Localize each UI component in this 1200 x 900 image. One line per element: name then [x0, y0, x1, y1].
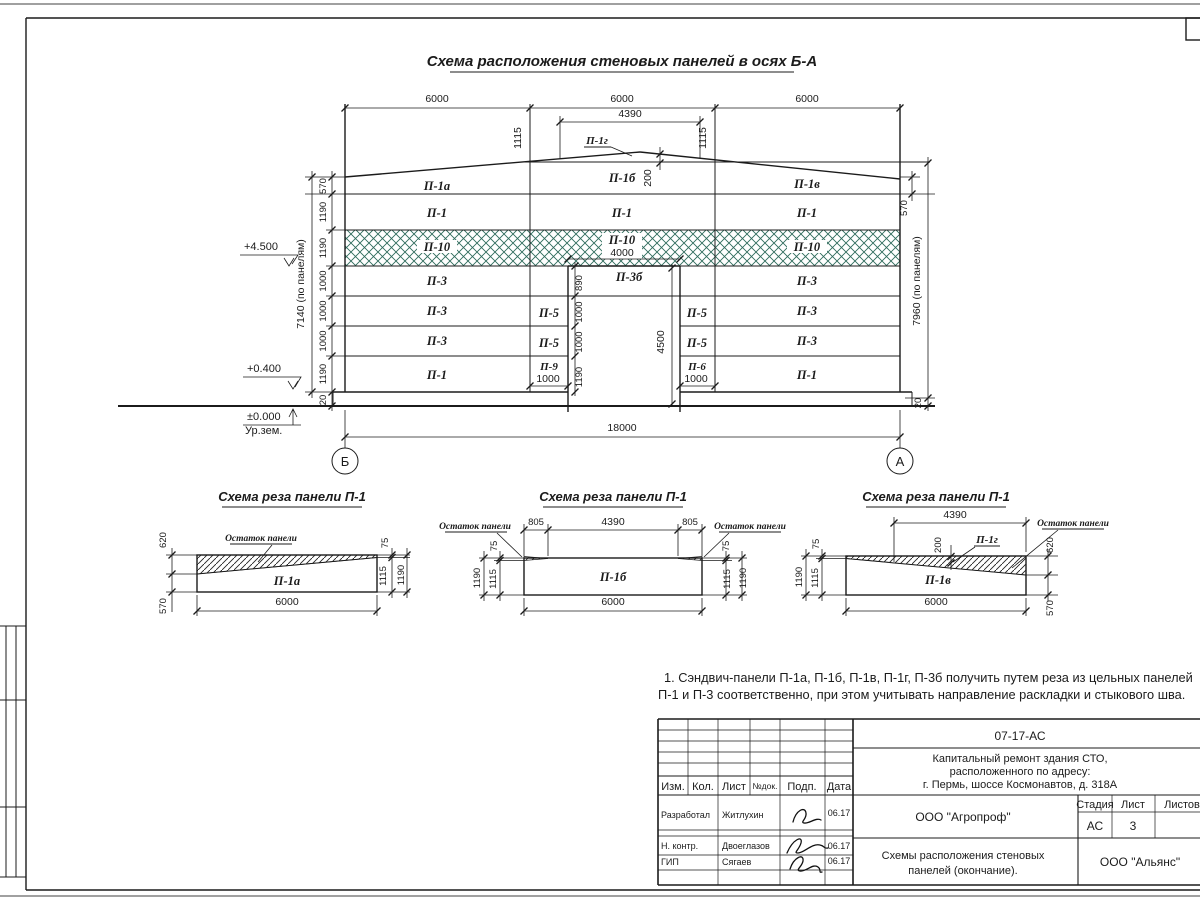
level-0400: +0.400 [247, 363, 281, 375]
dim-1115: 1115 [810, 568, 821, 588]
tb-role-1: Разработал [661, 810, 710, 820]
panel-label: П-5 [686, 336, 708, 350]
plinth-and-ground [118, 392, 935, 406]
dim-6000: 6000 [275, 596, 299, 608]
dim-620: 620 [158, 532, 169, 548]
panel-label: П-1а [423, 179, 451, 193]
dim-1000: 1000 [684, 373, 708, 385]
dim-right [899, 157, 935, 411]
remainder-label: Остаток панели [1037, 519, 1109, 529]
panel-label: П-1б [599, 570, 627, 584]
dim-1190: 1190 [574, 366, 585, 388]
tb-subject-line2: панелей (окончание). [908, 865, 1018, 877]
dim-570: 570 [158, 598, 169, 614]
panel-label: П-3 [796, 334, 818, 348]
tb-date-3: 06.17 [827, 856, 851, 866]
panel-label: П-1б [608, 171, 636, 185]
panel-label: П-3 [426, 274, 448, 288]
tb-role-3: ГИП [661, 857, 679, 867]
dim-1115: 1115 [697, 127, 709, 149]
remainder-label: Остаток панели [714, 522, 786, 532]
roof-lines [345, 152, 930, 179]
dim-805: 805 [682, 517, 698, 528]
dim-20: 20 [913, 397, 924, 409]
dim-1190: 1190 [794, 566, 805, 588]
tb-header-stage: Стадия [1076, 799, 1114, 811]
dim-7140: 7140 (по панелям) [295, 239, 307, 329]
dim-1000: 1000 [318, 330, 329, 352]
panel-label: П-5 [686, 306, 708, 320]
dim-7960: 7960 (по панелям) [911, 236, 923, 326]
signature-2 [787, 839, 828, 853]
tb-org-name: ООО "Агропроф" [915, 810, 1011, 824]
dim-4390: 4390 [943, 509, 967, 521]
detail-title: Схема реза панели П-1 [862, 489, 1010, 504]
dim-bottom [332, 410, 913, 474]
dim-1115: 1115 [512, 127, 524, 149]
dim-6000: 6000 [601, 596, 625, 608]
dim-18000: 18000 [607, 422, 637, 434]
dim-4390: 4390 [618, 108, 642, 120]
panel-label: П-1 [796, 206, 818, 220]
tb-header-podp: Подп. [787, 781, 817, 793]
remainder-label: Остаток панели [225, 534, 297, 544]
panel-label: П-1в [925, 573, 951, 587]
dim-left [295, 171, 345, 411]
dim-75: 75 [721, 540, 732, 552]
tb-org2-name: ООО "Альянс" [1099, 855, 1181, 869]
main-title [427, 53, 817, 72]
dim-1000: 1000 [574, 331, 585, 353]
panel-label: П-10 [608, 233, 636, 247]
level-marks [240, 241, 301, 437]
detail-cut-p1b [439, 489, 786, 616]
dim-20: 20 [318, 394, 329, 406]
panel-label: П-10 [423, 240, 451, 254]
dim-75: 75 [811, 538, 822, 550]
panel-label: П-5 [538, 306, 560, 320]
dim-75: 75 [380, 537, 391, 549]
tb-header-kol: Кол. [692, 781, 714, 793]
panel-label-p1g: П-1г [976, 534, 998, 546]
tb-header-izm: Изм. [661, 781, 685, 793]
panel-label: П-10 [793, 240, 821, 254]
page-title: Схема расположения стеновых панелей в осях Б-А [426, 53, 818, 70]
panel-label: П-5 [538, 336, 560, 350]
dim-75: 75 [489, 540, 500, 552]
dim-1190: 1190 [318, 201, 329, 223]
tb-subject-line1: Схемы расположения стеновых [881, 850, 1045, 862]
dim-1190: 1190 [318, 237, 329, 259]
panel-label: П-3 [426, 334, 448, 348]
tb-stage-value: АС [1086, 819, 1104, 833]
signature-1 [793, 810, 821, 824]
tb-sheet-value: 3 [1129, 819, 1137, 833]
tb-project-line1: Капитальный ремонт здания СТО, [932, 753, 1108, 765]
dim-570: 570 [899, 200, 910, 216]
panel-label-p1g: П-1г [586, 135, 608, 147]
tb-header-ndok: №док. [752, 781, 778, 791]
axis-label-b: Б [340, 454, 350, 469]
dim-1190: 1190 [472, 567, 483, 589]
tb-name-1: Житлухин [722, 810, 764, 820]
dim-570: 570 [318, 178, 329, 194]
panel-label: П-1а [273, 574, 301, 588]
dim-1190: 1190 [738, 567, 749, 589]
panel-labels [417, 171, 827, 390]
dim-200: 200 [933, 537, 944, 553]
tb-header-sheet: Лист [1121, 799, 1145, 811]
tb-name-2: Двоеглазов [722, 841, 770, 851]
dim-6000: 6000 [425, 93, 449, 105]
dim-1000: 1000 [574, 301, 585, 323]
ground-level-label: Ур.зем. [245, 425, 283, 437]
level-0000: ±0.000 [247, 411, 281, 423]
frame-corner-box [1186, 18, 1200, 40]
panel-label: П-3 [796, 304, 818, 318]
dim-570: 570 [1045, 600, 1056, 616]
dim-1190: 1190 [318, 363, 329, 385]
dim-200: 200 [642, 169, 654, 187]
level-4500: +4.500 [244, 241, 278, 253]
detail-title: Схема реза панели П-1 [539, 489, 687, 504]
tb-project-line3: г. Пермь, шоссе Космонавтов, д. 318А [922, 779, 1118, 791]
axis-label-a: А [895, 454, 905, 469]
tb-date-1: 06.17 [827, 808, 851, 818]
dim-1115: 1115 [488, 569, 499, 589]
dim-1115: 1115 [378, 566, 389, 586]
remainder-wedge [524, 557, 548, 561]
panel-label: П-1в [794, 177, 820, 191]
dim-6000: 6000 [924, 596, 948, 608]
panel-label: П-1 [796, 368, 818, 382]
dim-805: 805 [528, 517, 544, 528]
panel-label: П-9 [540, 361, 558, 373]
remainder-wedge [678, 557, 702, 561]
tb-name-3: Сягаев [722, 857, 752, 867]
panel-label: П-3б [615, 270, 643, 284]
remainder-label: Остаток панели [439, 522, 511, 532]
frame-margin-cells [0, 626, 26, 877]
dim-1000: 1000 [536, 373, 560, 385]
detail-title: Схема реза панели П-1 [218, 489, 366, 504]
title-block [658, 719, 1200, 885]
dim-4000: 4000 [610, 247, 634, 259]
detail-cut-p1v [794, 489, 1109, 616]
dim-1000: 1000 [318, 270, 329, 292]
note [658, 670, 1193, 702]
panel-label: П-6 [688, 361, 706, 373]
dim-620: 620 [1045, 537, 1056, 553]
tb-header-sheets: Листов [1164, 799, 1200, 811]
tb-date-2: 06.17 [827, 841, 851, 851]
dim-1190: 1190 [396, 564, 407, 586]
detail-cut-p1a [158, 489, 411, 616]
dim-6000: 6000 [795, 93, 819, 105]
note-line-1: 1. Сэндвич-панели П-1а, П-1б, П-1в, П-1г, П-3б получить путем реза из цельных панелей [664, 670, 1193, 685]
dim-1000: 1000 [318, 300, 329, 322]
panel-label: П-1 [611, 206, 633, 220]
dim-4390: 4390 [601, 516, 625, 528]
panel-label: П-1 [426, 206, 448, 220]
elevation-drawing [118, 93, 935, 474]
tb-doc-number: 07-17-АС [994, 729, 1046, 743]
panel-label: П-1 [426, 368, 448, 382]
dim-6000: 6000 [610, 93, 634, 105]
tb-project-line2: расположенного по адресу: [949, 766, 1091, 778]
panel-label: П-3 [426, 304, 448, 318]
dim-4500: 4500 [655, 330, 667, 354]
tb-header-list: Лист [722, 781, 746, 793]
note-line-2: П-1 и П-3 соответственно, при этом учитывать направление раскладки и стыкового шва. [658, 687, 1186, 702]
panel-label: П-3 [796, 274, 818, 288]
tb-role-2: Н. контр. [661, 841, 699, 851]
tb-header-data: Дата [826, 781, 852, 793]
dim-1115: 1115 [722, 569, 733, 589]
dim-890: 890 [574, 275, 585, 291]
